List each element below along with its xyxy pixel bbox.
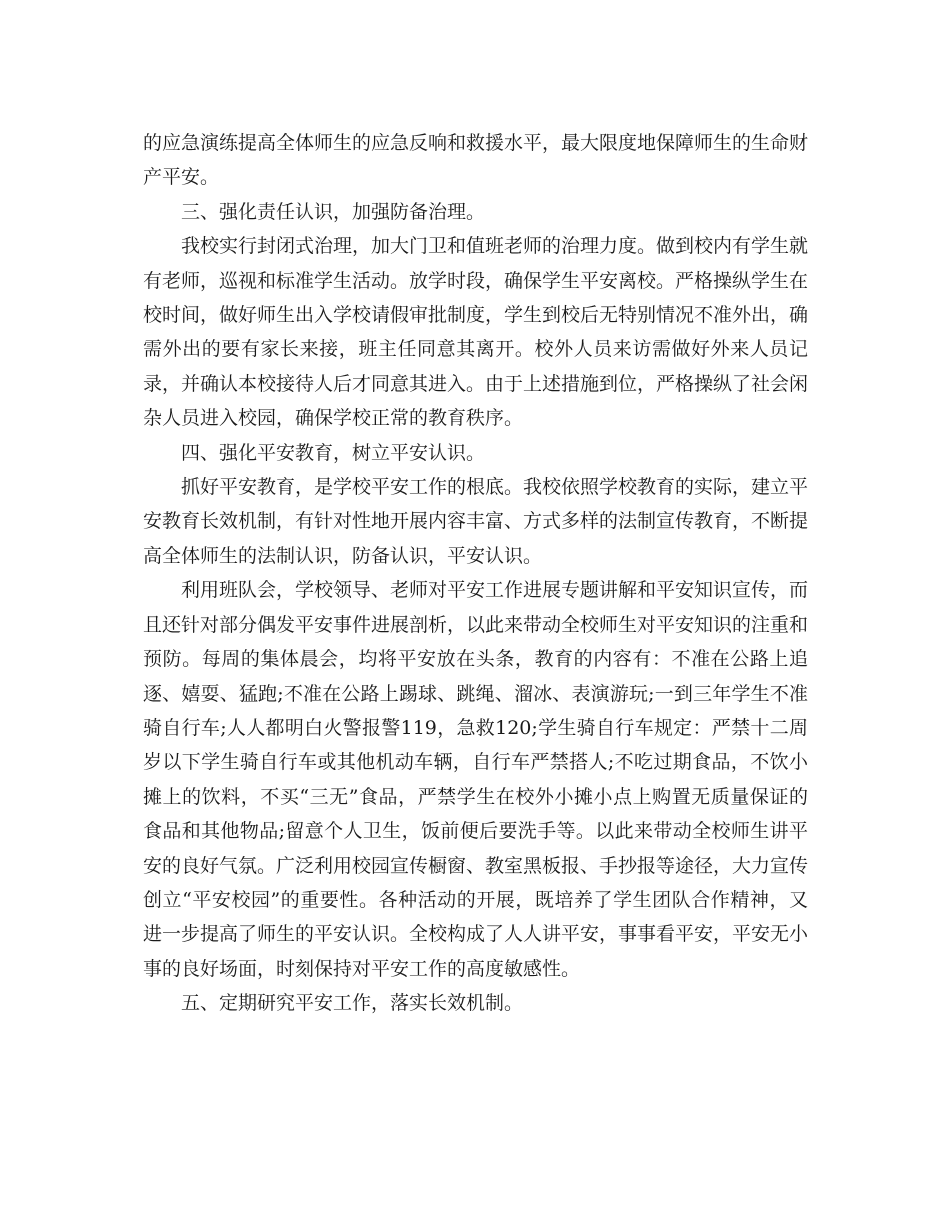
section-heading-3: 三、强化责任认识，加强防备治理。 [181, 200, 486, 223]
section-heading-4: 四、强化平安教育，树立平安认识。 [181, 441, 486, 464]
document-body [143, 126, 808, 1021]
section-heading-5: 五、定期研究平安工作，落实长效机制。 [181, 992, 524, 1015]
paragraph-continuation: 的应急演练提高全体师生的应急反响和救援水平，最大限度地保障师生的生命财产平安。 [143, 132, 809, 189]
paragraph-closed-management: 我校实行封闭式治理，加大门卫和值班老师的治理力度。做到校内有学生就有老师，巡视和标准学生活动。放学时段，确保学生平安离校。严格操纵学生在校时间，做好师生出入学校请假审批制度，学生到校后无特别情况不准外出，确需外出的要有家长来接，班主任同意其离开。校外人员来访需做好外来人员记录，并确认本校接待人后才同意其进入。由于上述措施到位，严格操纵了社会闲杂人员进入校园，确保学校正常的教育秩序。 [143, 235, 809, 430]
paragraph-class-meetings: 利用班队会，学校领导、老师对平安工作进展专题讲解和平安知识宣传，而且还针对部分偶发平安事件进展剖析，以此来带动全校师生对平安知识的注重和预防。每周的集体晨会，均将平安放在头条，教育的内容有：不准在公路上追逐、嬉耍、猛跑;不准在公路上踢球、跳绳、溜冰、表演游玩;一到三年学生不准骑自行车;人人都明白火警报警119，急救120;学生骑自行车规定：严禁十二周岁以下学生骑自行车或其他机动车辆，自行车严禁搭人;不吃过期食品，不饮小摊上的饮料，不买“三无”食品，严禁学生在校外小摊小点上购置无质量保证的食品和其他物品;留意个人卫生，饭前便后要洗手等。以此来带动全校师生讲平安的良好气氛。广泛利用校园宣传橱窗、教室黑板报、手抄报等途径，大力宣传创立“平安校园”的重要性。各种活动的开展，既培养了学生团队合作精神，又进一步提高了师生的平安认识。全校构成了人人讲平安，事事看平安，平安无小事的良好场面，时刻保持对平安工作的高度敏感性。 [143, 579, 809, 980]
paragraph-safety-education: 抓好平安教育，是学校平安工作的根底。我校依照学校教育的实际，建立平安教育长效机制，有针对性地开展内容丰富、方式多样的法制宣传教育，不断提高全体师生的法制认识，防备认识，平安认识。 [143, 476, 809, 567]
